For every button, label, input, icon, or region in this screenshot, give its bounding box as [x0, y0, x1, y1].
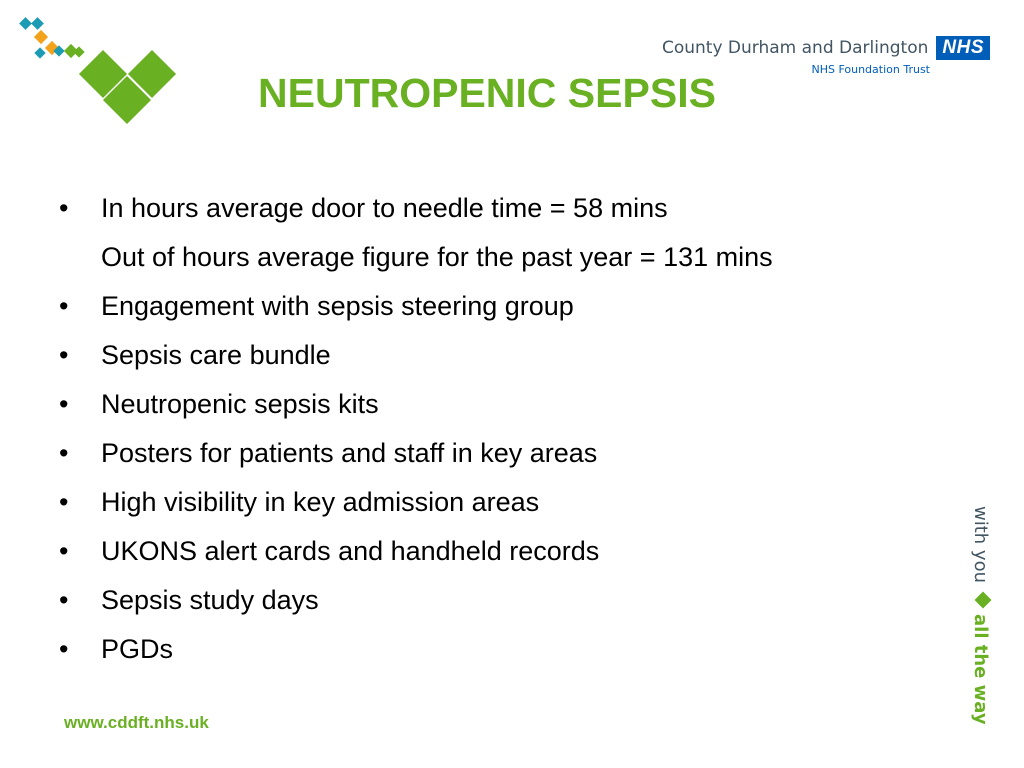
list-item [0, 433, 960, 482]
list-item-text: PGDs [101, 634, 174, 664]
bullet-marker: • [59, 389, 69, 419]
bullet-marker: • [59, 438, 69, 468]
heart-diamonds-logo-icon [14, 14, 204, 144]
tagline-part2: all the way [970, 614, 991, 725]
list-item [0, 237, 960, 286]
bullet-marker: • [59, 193, 69, 223]
bullet-marker: • [59, 536, 69, 566]
list-item-text: In hours average door to needle time = 58 mins [101, 193, 668, 223]
list-item-text: UKONS alert cards and handheld records [101, 536, 600, 566]
list-item [0, 384, 960, 433]
trust-subtitle: NHS Foundation Trust [811, 63, 930, 76]
slide-title: NEUTROPENIC SEPSIS [258, 70, 716, 116]
footer-url-link[interactable]: www.cddft.nhs.uk [64, 713, 209, 732]
nhs-logo-badge: NHS [936, 36, 990, 60]
bullet-marker: • [59, 291, 69, 321]
bullet-marker: • [59, 340, 69, 370]
green-diamond-icon [975, 592, 992, 609]
tagline [962, 504, 1002, 729]
list-item [0, 580, 960, 629]
list-item-text: Engagement with sepsis steering group [101, 291, 574, 321]
trust-name: County Durham and Darlington [661, 38, 929, 58]
bullet-marker: • [59, 634, 69, 664]
list-item-text: Sepsis care bundle [101, 340, 331, 370]
list-item [0, 286, 960, 335]
list-item [0, 335, 960, 384]
tagline-part1: with you [970, 506, 991, 583]
bullet-marker: • [59, 487, 69, 517]
list-item-text: Posters for patients and staff in key areas [101, 438, 598, 468]
list-item-text: High visibility in key admission areas [101, 487, 540, 517]
list-item [0, 629, 960, 678]
list-item-text: Sepsis study days [101, 585, 319, 615]
list-item [0, 188, 960, 237]
bullet-marker: • [59, 585, 69, 615]
trust-row [662, 36, 990, 60]
bullet-list [0, 188, 960, 678]
list-item-text: Neutropenic sepsis kits [101, 389, 379, 419]
list-item [0, 531, 960, 580]
list-item [0, 482, 960, 531]
list-item-text: Out of hours average figure for the past year = 131 mins [101, 242, 773, 272]
